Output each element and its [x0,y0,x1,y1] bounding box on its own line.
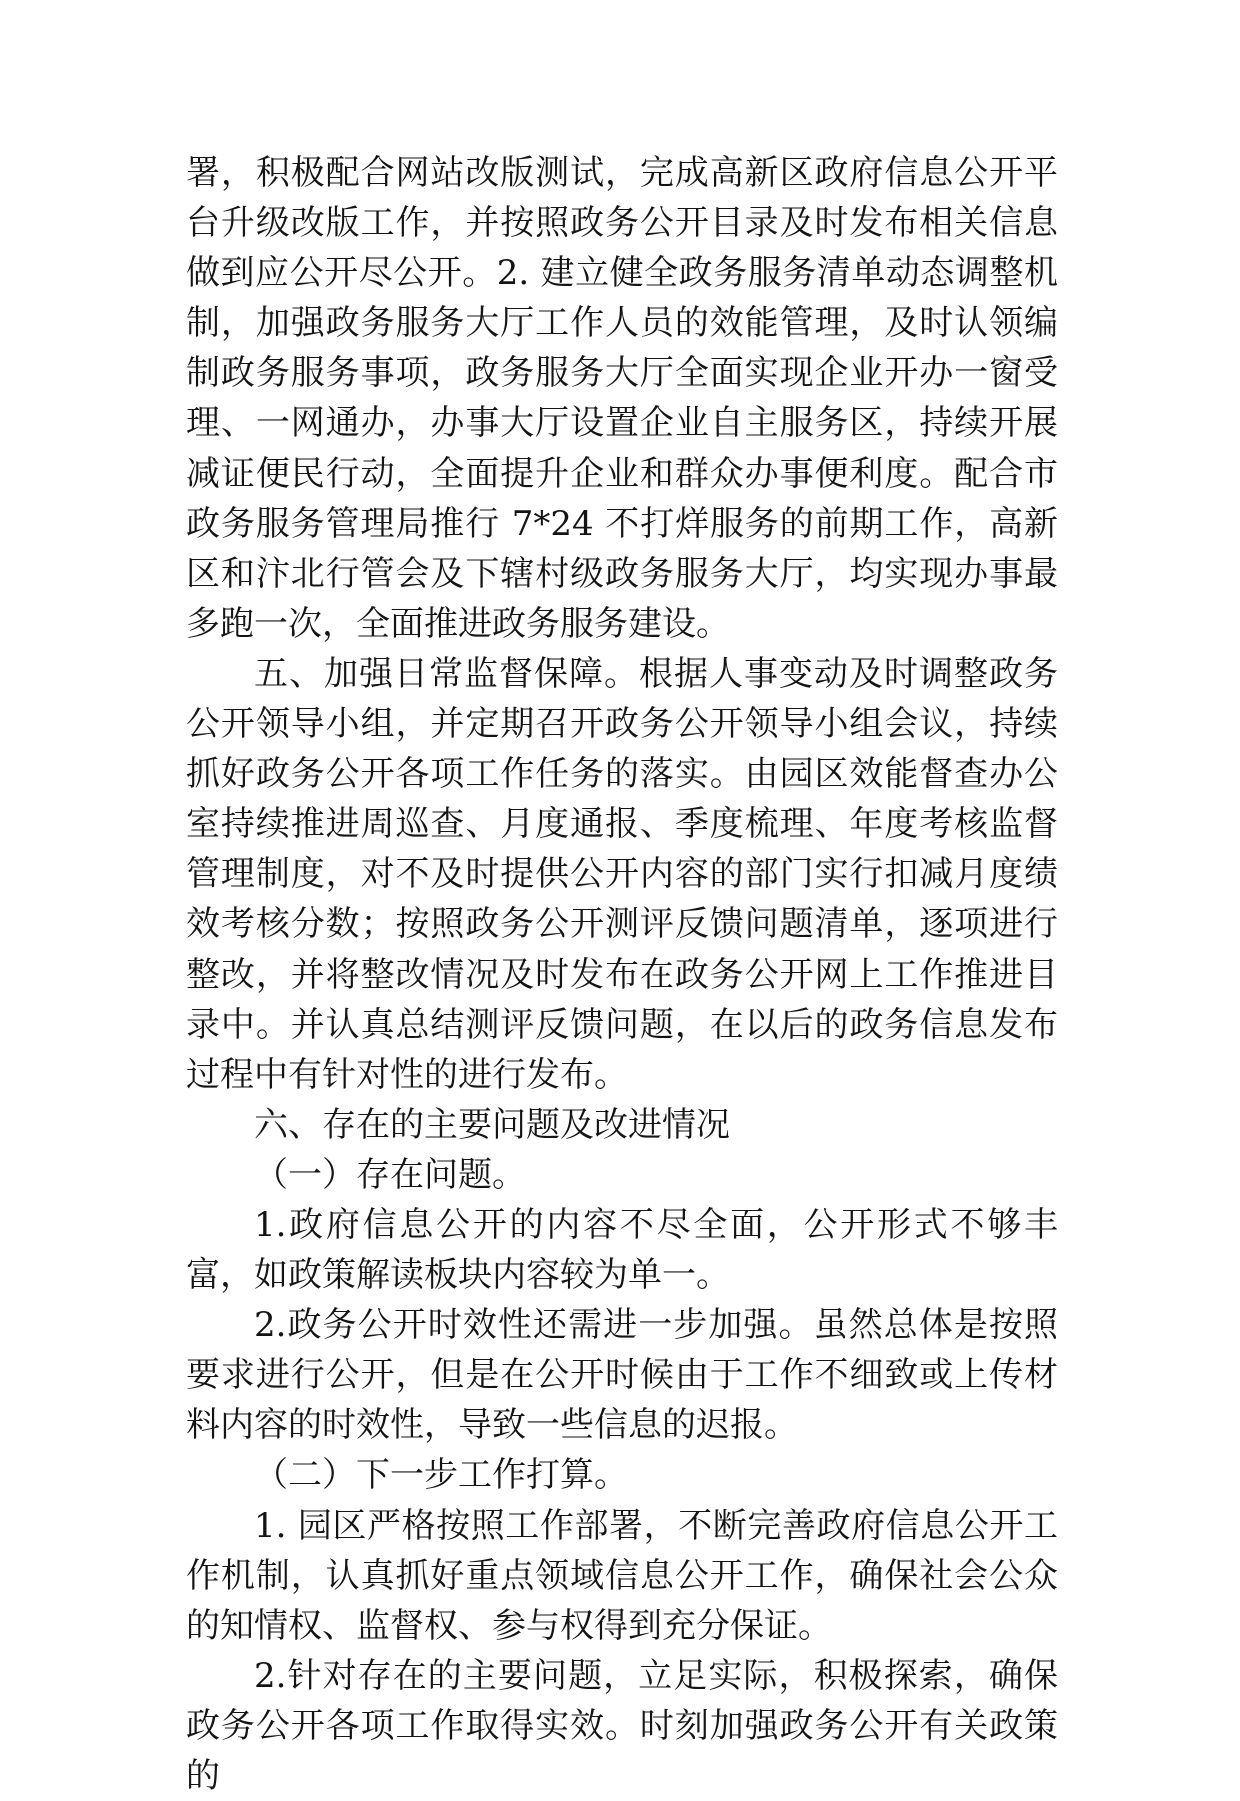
paragraph-problem-1: 1.政府信息公开的内容不尽全面，公开形式不够丰富，如政策解读板块内容较为单一。 [186,1204,1058,1296]
paragraph-next-step-1: 1. 园区严格按照工作部署，不断完善政府信息公开工作机制，认真抓好重点领域信息公开工作，确保社会公众的知情权、监督权、参与权得到充分保证。 [186,1505,1058,1646]
paragraph-continuation: 署，积极配合网站改版测试，完成高新区政府信息公开平台升级改版工作，并按照政务公开目录及时发布相关信息做到应公开尽公开。2. 建立健全政务服务清单动态调整机制，加强政务服务大厅工作人员的效能管理，及时认领编制政务服务事项，政务服务大厅全面实现企业开办一窗受理、一网通办，办事大厅设置企业自主服务区，持续开展减证便民行动，全面提升企业和群众办事便利度。配合市政务服务管理局推行 7*24 不打烊服务的前期工作，高新区和汴北行管会及下辖村级政务服务大厅，均实现办事最多跑一次，全面推进政务服务建设。 [186,153,1058,644]
subheading-existing-problems: （一）存在问题。 [254,1154,526,1195]
paragraph-section-five: 五、加强日常监督保障。根据人事变动及时调整政务公开领导小组，并定期召开政务公开领导小组会议，持续抓好政务公开各项工作任务的落实。由园区效能督查办公室持续推进周巡查、月度通报、季度梳理、年度考核监督管理制度，对不及时提供公开内容的部门实行扣减月度绩效考核分数；按照政务公开测评反馈问题清单，逐项进行整改，并将整改情况及时发布在政务公开网上工作推进目录中。并认真总结测评反馈问题，在以后的政务信息发布过程中有针对性的进行发布。 [186,653,1058,1095]
subheading-next-steps: （二）下一步工作打算。 [254,1455,628,1496]
heading-section-six: 六、存在的主要问题及改进情况 [254,1104,730,1145]
paragraph-problem-2: 2.政务公开时效性还需进一步加强。虽然总体是按照要求进行公开，但是在公开时候由于工作不细致或上传材料内容的时效性，导致一些信息的迟报。 [186,1305,1058,1446]
paragraph-next-step-2: 2.针对存在的主要问题，立足实际，积极探索，确保政务公开各项工作取得实效。时刻加强政务公开有关政策的 [186,1655,1058,1796]
document-body [186,148,1058,1801]
